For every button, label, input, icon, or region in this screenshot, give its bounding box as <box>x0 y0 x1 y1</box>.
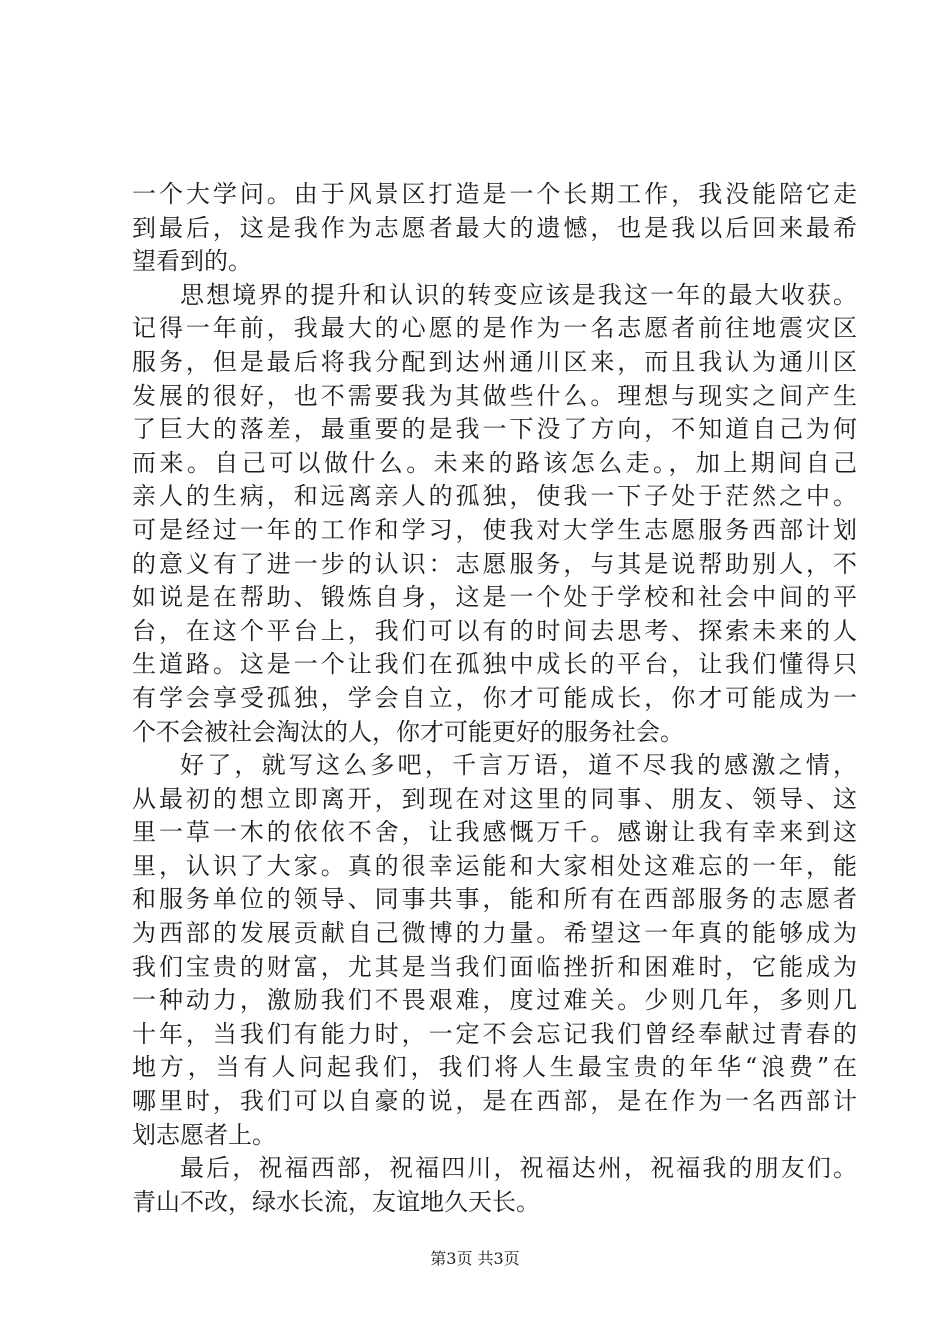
text-line: 亲人的生病，和远离亲人的孤独，使我一下子处于茫然之中。 <box>132 482 857 511</box>
text-line: 里，认识了大家。真的很幸运能和大家相处这难忘的一年，能 <box>132 851 857 880</box>
text-line: 望看到的。 <box>132 247 252 276</box>
text-line: 青山不改，绿水长流，友谊地久天长。 <box>132 1187 540 1216</box>
text-line: 生道路。这是一个让我们在孤独中成长的平台，让我们懂得只 <box>132 650 857 679</box>
text-line: 一种动力，激励我们不畏艰难，度过难关。少则几年，多则几 <box>132 986 857 1015</box>
body-text <box>132 178 857 1219</box>
text-line: 我们宝贵的财富，尤其是当我们面临挫折和困难时，它能成为 <box>132 952 857 981</box>
text-line: 为西部的发展贡献自己微博的力量。希望这一年真的能够成为 <box>132 919 857 948</box>
text-line: 地方，当有人问起我们，我们将人生最宝贵的年华“浪费”在 <box>132 1053 857 1082</box>
text-line: 记得一年前，我最大的心愿的是作为一名志愿者前往地震灾区 <box>132 314 857 343</box>
text-line: 服务，但是最后将我分配到达州通川区来，而且我认为通川区 <box>132 347 857 376</box>
text-line: 的意义有了进一步的认识：志愿服务，与其是说帮助别人，不 <box>132 549 857 578</box>
text-line: 台，在这个平台上，我们可以有的时间去思考、探索未来的人 <box>132 616 857 645</box>
text-line: 到最后，这是我作为志愿者最大的遗憾，也是我以后回来最希 <box>132 213 857 242</box>
text-line: 如说是在帮助、锻炼自身，这是一个处于学校和社会中间的平 <box>132 583 857 612</box>
text-line: 十年，当我们有能力时，一定不会忘记我们曾经奉献过青春的 <box>132 1019 857 1048</box>
text-line: 好了，就写这么多吧，千言万语，道不尽我的感激之情， <box>180 751 857 780</box>
text-line: 最后，祝福西部，祝福四川，祝福达州，祝福我的朋友们。 <box>180 1154 857 1183</box>
text-line: 而来。自己可以做什么。未来的路该怎么走。，加上期间自己 <box>132 448 857 477</box>
text-line: 发展的很好，也不需要我为其做些什么。理想与现实之间产生 <box>132 381 857 410</box>
text-line: 有学会享受孤独，学会自立，你才可能成长，你才可能成为一 <box>132 683 857 712</box>
text-line: 和服务单位的领导、同事共事，能和所有在西部服务的志愿者 <box>132 885 857 914</box>
text-line: 哪里时，我们可以自豪的说，是在西部，是在作为一名西部计 <box>132 1087 857 1116</box>
text-line: 划志愿者上。 <box>132 1120 276 1149</box>
text-line: 了巨大的落差，最重要的是我一下没了方向，不知道自己为何 <box>132 415 857 444</box>
text-line: 个不会被社会淘汰的人，你才可能更好的服务社会。 <box>132 717 684 746</box>
text-line: 思想境界的提升和认识的转变应该是我这一年的最大收获。 <box>180 280 857 309</box>
text-line: 从最初的想立即离开，到现在对这里的同事、朋友、领导、这 <box>132 784 857 813</box>
text-line: 里一草一木的依依不舍，让我感慨万千。感谢让我有幸来到这 <box>132 818 857 847</box>
page-footer: 第3页 共3页 <box>430 1249 520 1268</box>
text-line: 一个大学问。由于风景区打造是一个长期工作，我没能陪它走 <box>132 180 857 208</box>
text-line: 可是经过一年的工作和学习，使我对大学生志愿服务西部计划 <box>132 515 857 544</box>
